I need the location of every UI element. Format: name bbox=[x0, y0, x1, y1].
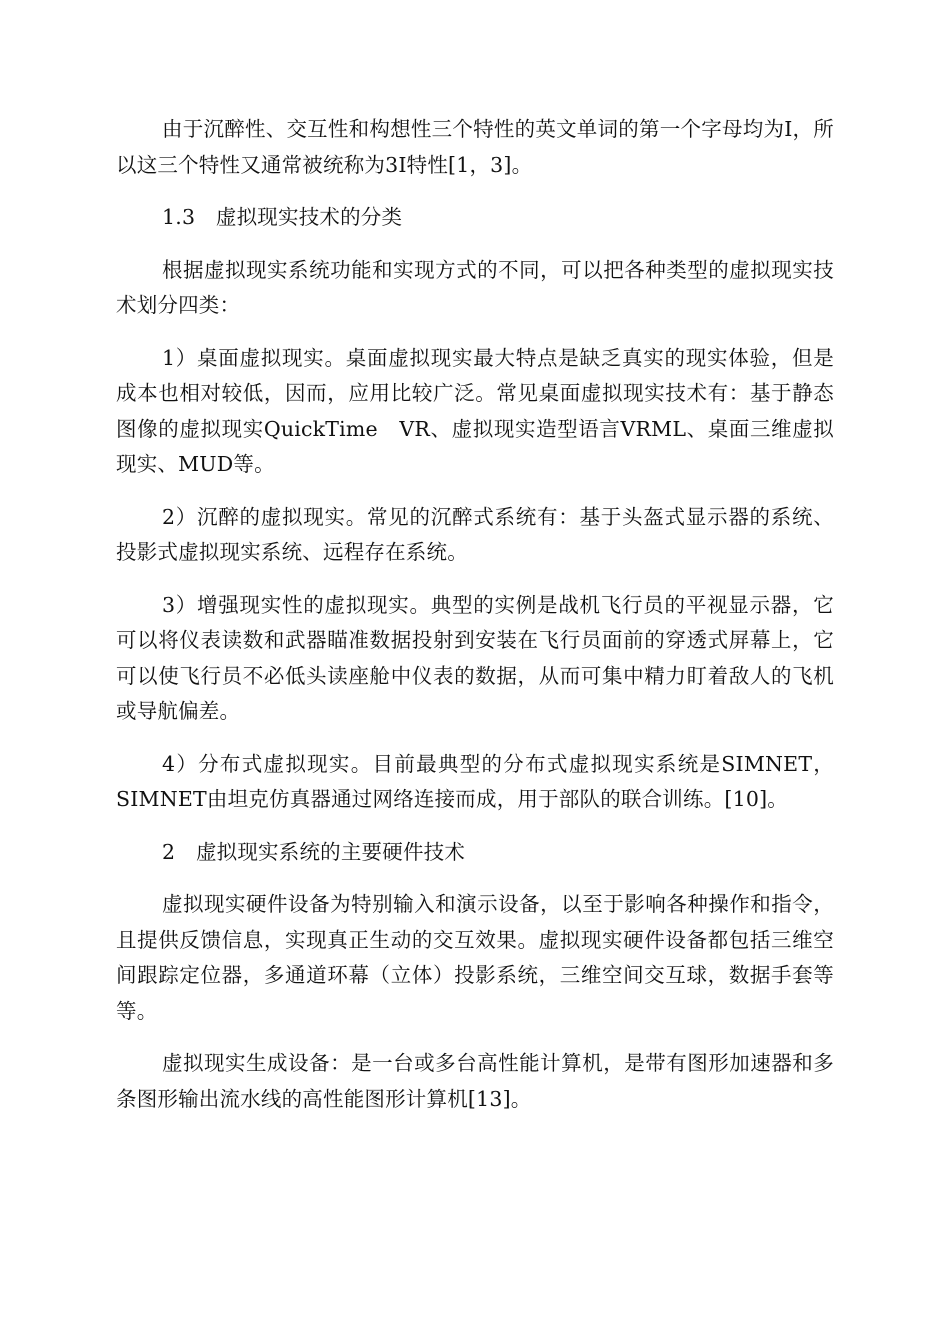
section-heading-2: 2 虚拟现实系统的主要硬件技术 bbox=[162, 839, 466, 864]
paragraph-generation-devices: 虚拟现实生成设备：是一台或多台高性能计算机，是带有图形加速器和多条图形输出流水线的高性能图形计算机[13]。 bbox=[116, 1051, 834, 1111]
paragraph-distributed-vr: 4）分布式虚拟现实。目前最典型的分布式虚拟现实系统是SIMNET，SIMNET由坦克仿真器通过网络连接而成，用于部队的联合训练。[10]。 bbox=[116, 751, 834, 811]
document-body bbox=[116, 112, 834, 1133]
paragraph-hardware-devices: 虚拟现实硬件设备为特别输入和演示设备，以至于影响各种操作和指令，且提供反馈信息，实现真正生动的交互效果。虚拟现实硬件设备都包括三维空间跟踪定位器，多通道环幕（立体）投影系统，三维空间交互球，数据手套等等。 bbox=[116, 892, 834, 1023]
paragraph-immersive-vr: 2）沉醉的虚拟现实。常见的沉醉式系统有：基于头盔式显示器的系统、投影式虚拟现实系统、远程存在系统。 bbox=[116, 504, 834, 564]
paragraph-3i-features: 由于沉醉性、交互性和构想性三个特性的英文单词的第一个字母均为I，所以这三个特性又通常被统称为3I特性[1，3]。 bbox=[116, 117, 834, 177]
paragraph-classification-intro: 根据虚拟现实系统功能和实现方式的不同，可以把各种类型的虚拟现实技术划分四类： bbox=[116, 257, 834, 317]
section-heading-1-3: 1.3 虚拟现实技术的分类 bbox=[162, 205, 403, 229]
paragraph-augmented-vr: 3）增强现实性的虚拟现实。典型的实例是战机飞行员的平视显示器，它可以将仪表读数和武器瞄准数据投射到安装在飞行员面前的穿透式屏幕上，它可以使飞行员不必低头读座舱中仪表的数据，从而可集中精力盯着敌人的飞机或导航偏差。 bbox=[116, 592, 834, 723]
paragraph-desktop-vr: 1）桌面虚拟现实。桌面虚拟现实最大特点是缺乏真实的现实体验，但是成本也相对较低，因而，应用比较广泛。常见桌面虚拟现实技术有：基于静态图像的虚拟现实QuickTime VR、虚拟现实造型语言VRML、桌面三维虚拟现实、MUD等。 bbox=[116, 345, 834, 476]
